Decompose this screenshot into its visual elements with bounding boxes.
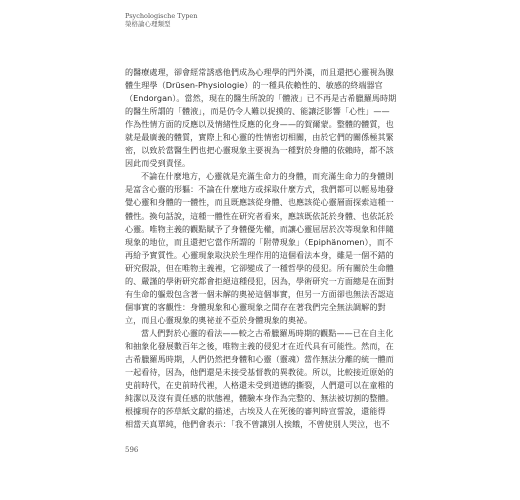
header-subtitle: 榮格論心理類型: [125, 20, 171, 28]
running-header: [125, 12, 425, 28]
text-line: 純潔以及沒有責任感的狀態裡，體驗本身作為完整的、無法被切割的整體。: [125, 393, 394, 404]
text-line: 密，以致於當醫生們也把心靈現象主要視為一種對於身體的依賴時，都不該: [125, 145, 394, 156]
text-line: 現象的地位，而且還把它當作所謂的「附帶現象」（Epiphänomen），而不: [125, 236, 394, 247]
text-line: 體生理學（Drüsen-Physiologie）的一種具依賴性的、敏感的終端器官: [125, 80, 383, 91]
text-line: 古希臘羅馬時期，人們仍然把身體和心靈（靈魂）當作無法分離的統一體而: [125, 354, 394, 365]
text-line: 的、嚴謹的學術研究都會拒絕這種侵犯，因為，學術研究一方面總是在面對: [125, 275, 394, 286]
text-line: 體性。換句話說，這種一體性在研究者看來，應該既依託於身體、也依託於: [125, 210, 394, 221]
text-line: 研究假設，但在唯物主義裡，它卻變成了一種哲學的侵犯。所有關於生命體: [125, 262, 394, 273]
paragraph-start-line: 不論在什麼地方，心靈就是充滿生命力的身體，而充滿生命力的身體則: [141, 171, 394, 182]
text-line: 相當天真單純，他們會表示：「我不曾讓別人挨餓，不曾使別人哭泣，也不: [125, 419, 390, 430]
text-line: 再給予實質性。心靈現象取決於生理作用的這個看法本身，雖是一個不錯的: [125, 249, 394, 260]
text-line: 史前時代，在史前時代裡，人格還未受到道德的撕裂，人們還可以在童稚的: [125, 380, 394, 391]
text-line: 因此而受到責怪。: [125, 158, 191, 169]
body-text: [125, 66, 397, 431]
text-line: 一起看待，因為，他們還是未接受基督教的異教徒。所以，比較接近原始的: [125, 367, 394, 378]
text-line: 和抽象化發展數百年之後，唯物主義的侵犯才在近代具有可能性。然而，在: [125, 340, 394, 351]
text-line: 的醫生所謂的「體液」，而是仍令人難以捉摸的、能讓泛影響「心性」——: [125, 106, 390, 117]
text-line: 有生命的軀殼包含著一個未解的奧祕這個事實，但另一方面卻也無法否認這: [125, 288, 394, 299]
header-title: Psychologische Typen: [125, 12, 198, 20]
text-line: （Endorgan）。當然，現在的醫生所說的「體液」已不再是古希臘羅馬時期: [125, 93, 397, 104]
text-line: 覺心靈和身體的一體性，而且既應該從身體、也應該從心靈層面探索這種一: [125, 197, 394, 208]
text-line: 的醫療處理，卻會經常誘惑他們成為心理學的門外漢，而且還把心靈視為腺: [125, 67, 394, 77]
text-line: 作為性情方面的反應以及情緒性反應的化身——的賀爾蒙。整體的體質，也: [125, 119, 394, 130]
text-line: 就是最廣義的體質，實際上和心靈的性情密切相關，由於它們的關係極其緊: [125, 132, 394, 143]
text-line: 是富含心靈的形軀：不論在什麼地方或採取什麼方式，我們都可以輕易地發: [125, 184, 394, 195]
text-line: 個事實的客觀性：身體現象和心靈現象之間存在著我們完全無法調解的對: [125, 301, 386, 312]
page-number: 596: [125, 446, 139, 454]
paragraph-start-line: 當人們對於心靈的看法——較之古希臘羅馬時期的觀點——已在自主化: [141, 327, 394, 338]
text-line: 根據現存的莎草紙文獻的描述，古埃及人在死後的審判時宣誓說，還能得: [125, 406, 386, 417]
text-line: 心靈。唯物主義的觀點賦予了身體優先權，而讓心靈屈居於次等現象和伴隨: [125, 223, 394, 234]
text-line: 立，而且心靈現象的奧祕並不亞於身體現象的奧祕。: [125, 314, 313, 325]
